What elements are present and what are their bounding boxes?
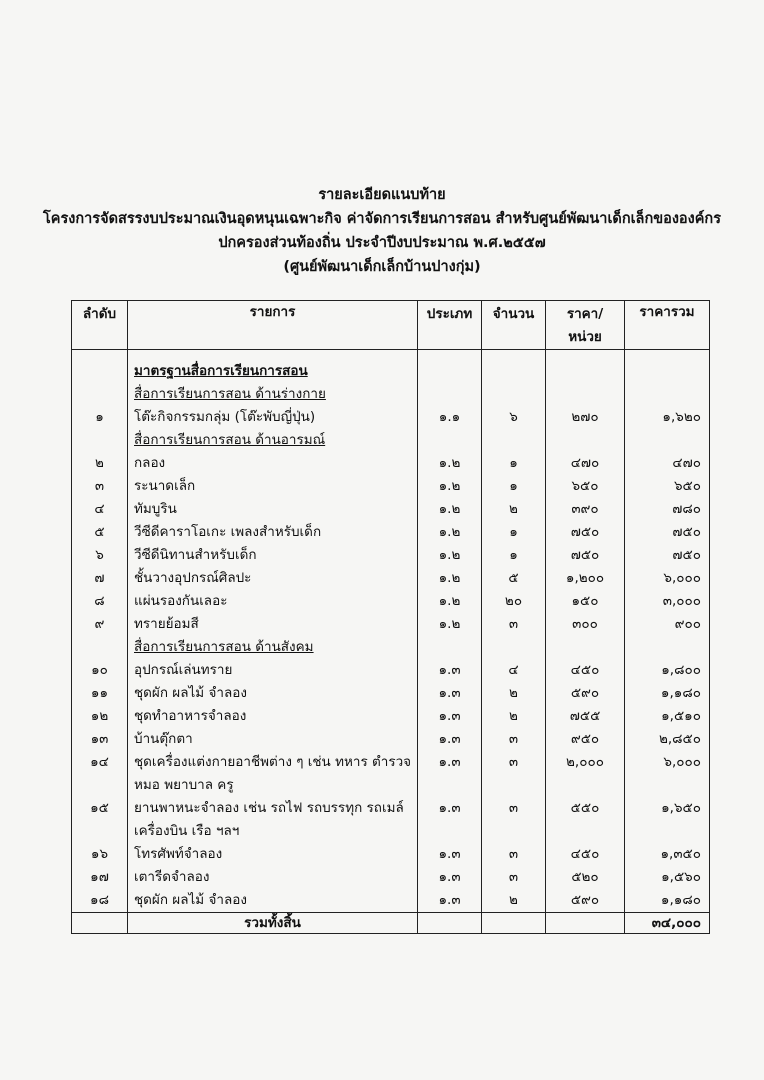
cell-item: แผ่นรองกันเลอะ — [128, 590, 418, 613]
cell-no — [72, 636, 128, 659]
cell-price: ๓๐๐ — [546, 613, 625, 636]
cell-item: วีซีดีนิทานสำหรับเด็ก — [128, 544, 418, 567]
cell-total — [625, 383, 710, 406]
cell-qty: ๑ — [482, 521, 546, 544]
table-footer-row — [72, 913, 710, 934]
cell-qty: ๒ — [482, 682, 546, 705]
cell-price — [546, 636, 625, 659]
cell-type: ๑.๒ — [418, 544, 482, 567]
table-row — [72, 475, 710, 498]
cell-type — [418, 636, 482, 659]
cell-total — [625, 636, 710, 659]
col-header-price-line2: หน่วย — [568, 329, 602, 345]
col-header-price-line1: ราคา/ — [566, 306, 604, 322]
cell-no: ๑๐ — [72, 659, 128, 682]
cell-price: ๗๕๕ — [546, 705, 625, 728]
cell-type — [418, 820, 482, 843]
cell-total: ๙๐๐ — [625, 613, 710, 636]
cell-no: ๑๕ — [72, 797, 128, 820]
cell-total — [625, 820, 710, 843]
cell-type: ๑.๒ — [418, 475, 482, 498]
cell-type: ๑.๓ — [418, 705, 482, 728]
cell-type: ๑.๒ — [418, 613, 482, 636]
cell-item: ชุดผัก ผลไม้ จำลอง — [128, 889, 418, 913]
table-row — [72, 636, 710, 659]
cell-total: ๑,๕๑๐ — [625, 705, 710, 728]
cell-total — [625, 360, 710, 383]
cell-price: ๑,๒๐๐ — [546, 567, 625, 590]
cell-type: ๑.๒ — [418, 590, 482, 613]
table-row — [72, 521, 710, 544]
header-line-3: ปกครองส่วนท้องถิ่น ประจำปีงบประมาณ พ.ศ.๒๕๕๗ — [218, 235, 546, 251]
cell-no: ๑๓ — [72, 728, 128, 751]
cell-type: ๑.๒ — [418, 452, 482, 475]
cell-price: ๔๕๐ — [546, 843, 625, 866]
cell-no: ๑๗ — [72, 866, 128, 889]
cell-item: บ้านตุ๊กตา — [128, 728, 418, 751]
cell-qty: ๑ — [482, 475, 546, 498]
cell-type — [418, 774, 482, 797]
table-row — [72, 866, 710, 889]
table-row — [72, 383, 710, 406]
table-row — [72, 360, 710, 383]
cell-no — [72, 360, 128, 383]
cell-item: เครื่องบิน เรือ ฯลฯ — [128, 820, 418, 843]
col-header-type: ประเภท — [418, 301, 482, 350]
table-row — [72, 843, 710, 866]
cell-item: มาตรฐานสื่อการเรียนการสอน — [128, 360, 418, 383]
cell-type: ๑.๓ — [418, 751, 482, 774]
cell-no: ๑๘ — [72, 889, 128, 913]
cell-qty: ๓ — [482, 728, 546, 751]
cell-no: ๑๔ — [72, 751, 128, 774]
table-row — [72, 820, 710, 843]
cell-total: ๔๗๐ — [625, 452, 710, 475]
cell-item: ยานพาหนะจำลอง เช่น รถไฟ รถบรรทุก รถเมล์ — [128, 797, 418, 820]
cell-no: ๙ — [72, 613, 128, 636]
table-row — [72, 590, 710, 613]
cell-no: ๕ — [72, 521, 128, 544]
cell-item: ชั้นวางอุปกรณ์ศิลปะ — [128, 567, 418, 590]
table-row — [72, 728, 710, 751]
cell-item: ระนาดเล็ก — [128, 475, 418, 498]
cell-price — [546, 820, 625, 843]
table-row — [72, 889, 710, 913]
header-line-1: รายละเอียดแนบท้าย — [318, 187, 446, 203]
cell-price — [546, 360, 625, 383]
cell-qty: ๒๐ — [482, 590, 546, 613]
cell-total: ๗๕๐ — [625, 544, 710, 567]
cell-price: ๑๕๐ — [546, 590, 625, 613]
cell-type: ๑.๓ — [418, 866, 482, 889]
header-line-4: (ศูนย์พัฒนาเด็กเล็กบ้านปางกุ่ม) — [283, 259, 481, 275]
cell-qty: ๕ — [482, 567, 546, 590]
cell-item: ทรายย้อมสี — [128, 613, 418, 636]
cell-qty — [482, 774, 546, 797]
cell-price: ๔๗๐ — [546, 452, 625, 475]
grand-total-value: ๓๔,๐๐๐ — [625, 913, 710, 934]
cell-type: ๑.๒ — [418, 567, 482, 590]
col-header-qty: จำนวน — [482, 301, 546, 350]
table-row — [72, 751, 710, 774]
cell-type: ๑.๓ — [418, 659, 482, 682]
cell-no — [72, 820, 128, 843]
cell-no: ๖ — [72, 544, 128, 567]
table-row — [72, 682, 710, 705]
cell-no: ๑๑ — [72, 682, 128, 705]
cell-price: ๒๗๐ — [546, 406, 625, 429]
cell-type: ๑.๓ — [418, 728, 482, 751]
cell-price: ๕๙๐ — [546, 889, 625, 913]
table-row — [72, 498, 710, 521]
cell-qty: ๖ — [482, 406, 546, 429]
cell-qty: ๓ — [482, 866, 546, 889]
items-table — [71, 300, 710, 934]
cell-total: ๓,๐๐๐ — [625, 590, 710, 613]
cell-qty — [482, 820, 546, 843]
cell-no: ๑ — [72, 406, 128, 429]
cell-item: สื่อการเรียนการสอน ด้านอารมณ์ — [128, 429, 418, 452]
cell-total: ๑,๖๕๐ — [625, 797, 710, 820]
table-row — [72, 544, 710, 567]
document-header — [0, 183, 764, 279]
cell-no: ๔ — [72, 498, 128, 521]
cell-no: ๓ — [72, 475, 128, 498]
cell-qty: ๓ — [482, 797, 546, 820]
cell-total: ๑,๖๒๐ — [625, 406, 710, 429]
cell-type — [418, 360, 482, 383]
cell-qty — [482, 429, 546, 452]
cell-total: ๗๕๐ — [625, 521, 710, 544]
cell-price: ๒,๐๐๐ — [546, 751, 625, 774]
cell-type: ๑.๒ — [418, 498, 482, 521]
cell-item: เตารีดจำลอง — [128, 866, 418, 889]
cell-type — [418, 429, 482, 452]
cell-qty: ๑ — [482, 544, 546, 567]
cell-price: ๓๙๐ — [546, 498, 625, 521]
cell-type: ๑.๒ — [418, 521, 482, 544]
cell-no: ๑๒ — [72, 705, 128, 728]
cell-no — [72, 383, 128, 406]
cell-total: ๖,๐๐๐ — [625, 567, 710, 590]
cell-item: อุปกรณ์เล่นทราย — [128, 659, 418, 682]
cell-qty — [482, 636, 546, 659]
cell-item: ชุดเครื่องแต่งกายอาชีพต่าง ๆ เช่น ทหาร ตำรวจ — [128, 751, 418, 774]
table-spacer — [72, 350, 710, 361]
cell-type — [418, 383, 482, 406]
cell-type: ๑.๓ — [418, 797, 482, 820]
cell-price — [546, 774, 625, 797]
cell-type: ๑.๓ — [418, 682, 482, 705]
header-line-2: โครงการจัดสรรงบประมาณเงินอุดหนุนเฉพาะกิจ ค่าจัดการเรียนการสอน สำหรับศูนย์พัฒนาเด็กเล็กขององค์กร — [43, 211, 721, 227]
cell-qty: ๓ — [482, 613, 546, 636]
cell-qty: ๓ — [482, 843, 546, 866]
cell-price: ๙๕๐ — [546, 728, 625, 751]
grand-total-label: รวมทั้งสิ้น — [128, 913, 418, 934]
cell-qty: ๒ — [482, 705, 546, 728]
table-row — [72, 797, 710, 820]
cell-price: ๕๙๐ — [546, 682, 625, 705]
cell-type: ๑.๓ — [418, 889, 482, 913]
cell-item: โต๊ะกิจกรรมกลุ่ม (โต๊ะพับญี่ปุ่น) — [128, 406, 418, 429]
table-row — [72, 659, 710, 682]
table-body — [72, 350, 710, 913]
cell-price: ๔๕๐ — [546, 659, 625, 682]
table-header-row — [72, 301, 710, 350]
cell-total: ๑,๓๕๐ — [625, 843, 710, 866]
cell-total — [625, 774, 710, 797]
cell-no: ๑๖ — [72, 843, 128, 866]
cell-total: ๖,๐๐๐ — [625, 751, 710, 774]
cell-total — [625, 429, 710, 452]
cell-price: ๖๕๐ — [546, 475, 625, 498]
cell-price: ๕๒๐ — [546, 866, 625, 889]
cell-qty: ๒ — [482, 889, 546, 913]
cell-price: ๗๕๐ — [546, 521, 625, 544]
table-row — [72, 429, 710, 452]
cell-total: ๒,๘๕๐ — [625, 728, 710, 751]
cell-item: สื่อการเรียนการสอน ด้านสังคม — [128, 636, 418, 659]
cell-total: ๑,๑๘๐ — [625, 889, 710, 913]
cell-qty: ๔ — [482, 659, 546, 682]
cell-qty: ๒ — [482, 498, 546, 521]
col-header-no: ลำดับ — [72, 301, 128, 350]
col-header-total: ราคารวม — [625, 301, 710, 350]
cell-no: ๗ — [72, 567, 128, 590]
cell-qty: ๓ — [482, 751, 546, 774]
col-header-price — [546, 301, 625, 350]
cell-item: สื่อการเรียนการสอน ด้านร่างกาย — [128, 383, 418, 406]
cell-no — [72, 774, 128, 797]
cell-total: ๑,๑๘๐ — [625, 682, 710, 705]
cell-price — [546, 383, 625, 406]
cell-price — [546, 429, 625, 452]
cell-no: ๒ — [72, 452, 128, 475]
cell-total: ๑,๕๖๐ — [625, 866, 710, 889]
cell-item: โทรศัพท์จำลอง — [128, 843, 418, 866]
cell-qty — [482, 360, 546, 383]
cell-qty: ๑ — [482, 452, 546, 475]
cell-item: วีซีดีคาราโอเกะ เพลงสำหรับเด็ก — [128, 521, 418, 544]
cell-qty — [482, 383, 546, 406]
cell-total: ๖๕๐ — [625, 475, 710, 498]
cell-item: หมอ พยาบาล ครู — [128, 774, 418, 797]
col-header-item: รายการ — [128, 301, 418, 350]
table-row — [72, 705, 710, 728]
cell-price: ๕๕๐ — [546, 797, 625, 820]
table-row — [72, 613, 710, 636]
cell-item: ชุดผัก ผลไม้ จำลอง — [128, 682, 418, 705]
cell-no: ๘ — [72, 590, 128, 613]
cell-item: ทัมบูริน — [128, 498, 418, 521]
cell-type: ๑.๓ — [418, 843, 482, 866]
cell-item: ชุดทำอาหารจำลอง — [128, 705, 418, 728]
cell-total: ๗๘๐ — [625, 498, 710, 521]
cell-price: ๗๕๐ — [546, 544, 625, 567]
cell-no — [72, 429, 128, 452]
table-row — [72, 406, 710, 429]
cell-total: ๑,๘๐๐ — [625, 659, 710, 682]
cell-item: กลอง — [128, 452, 418, 475]
cell-type: ๑.๑ — [418, 406, 482, 429]
table-row — [72, 567, 710, 590]
table-row — [72, 774, 710, 797]
table-row — [72, 452, 710, 475]
